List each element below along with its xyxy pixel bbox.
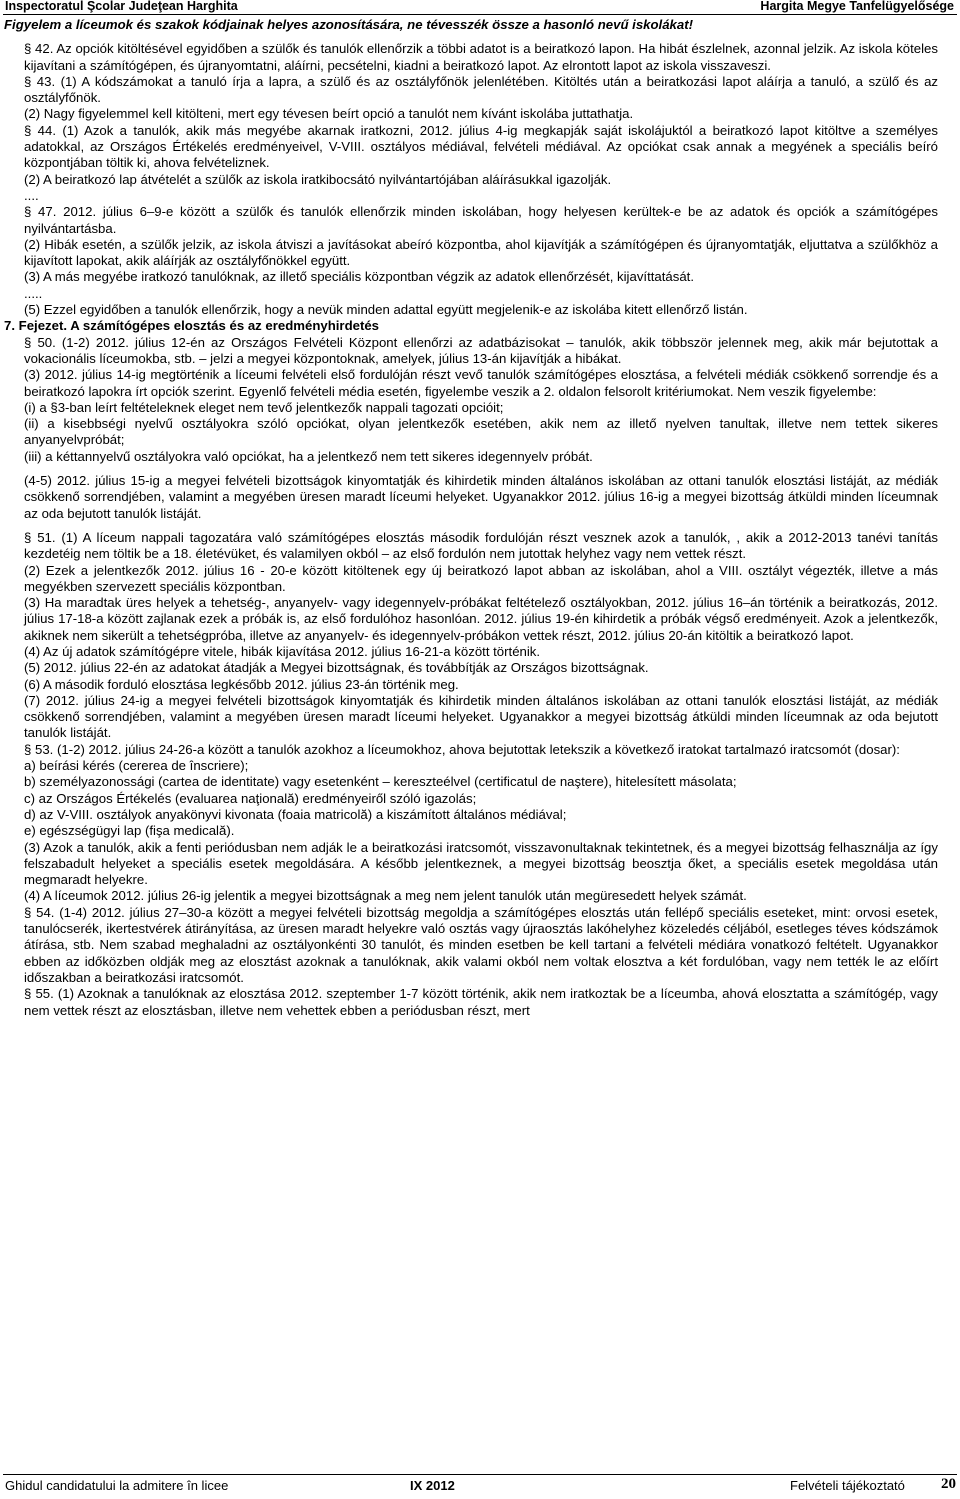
header-right: Hargita Megye Tanfelügyelősége bbox=[760, 0, 954, 13]
header-divider bbox=[3, 14, 957, 15]
footer-divider bbox=[3, 1474, 957, 1475]
list-item: d) az V-VIII. osztályok anyakönyvi kivonata (foaia matricolă) a kiszámított általános médiával; bbox=[24, 806, 567, 822]
paragraph: (3) 2012. július 14-ig megtörténik a líceumi felvételi első fordulóján részt vevő tanulók számítógépes elosztása, a felvételi médiák csökkenő sorrendje és a beiratkozó lapokra írt opciók szerint. Egyenlő felvételi média esetén, figyelembe veszik a 2. oldalon felsorolt kritériumokat. Nem veszik figyelembe: bbox=[24, 367, 938, 399]
paragraph: (3) Azok a tanulók, akik a fenti periódusban nem adják le a beiratkozási iratcsomót, visszavonultaknak tekintetnek, és a megyei bizottság felhasználja az így felszabadult helyeket a speciális esetek megoldására. A később jelentkeznek, a megyei bizottság beosztja őket, a speciális esetek megoldása után megmaradt helyekre. bbox=[24, 839, 938, 888]
paragraph: § 43. (1) A kódszámokat a tanuló írja a lapra, a szülő és az osztályfőnök jelenlétében. Kitöltés után a beiratkozási lapot aláírja a tanuló, a szülő és az osztályfőnök. bbox=[24, 73, 938, 106]
paragraph: (7) 2012. július 24-ig a megyei felvételi bizottságok kinyomtatják és kihirdetik minden általános iskolában az ottani tanulók elosztási listáját, az médiák csökkenő sorrendjében, valamint a megyében üresen maradt líceumi helyeket. Ugyanakkor a megyei bizottság átküldi minden líceumnak az oda bejutott tanulók listáját. bbox=[24, 692, 938, 741]
page-number: 20 bbox=[941, 1476, 956, 1492]
paragraph: (2) A beiratkozó lap átvételét a szülők az iskola iratkibocsátó nyilvántartójában aláírásukkal igazolják. bbox=[24, 171, 612, 187]
footer-right: Felvételi tájékoztató bbox=[790, 1478, 905, 1493]
paragraph: (3) Ha maradtak üres helyek a tehetség-, anyanyelv- vagy idegennyelv-próbákat feltételező osztályokban, 2012. július 16–án történik a beiratkozás, 2012. július 17-18-a között zajlanak ezek a próbák is, az első fordulóhoz hasonlóan. 2012. július 19-én kihirdetik a próbák végső eredményeit. Azok a jelentkezők, akiknek nem sikerült a tehetségpróba, illetve az anyanyelv- és idegennyelv-próbákon vettek részt, 2012. július 20-án kitöltik a beiratkozó lapot. bbox=[24, 595, 938, 643]
paragraph: § 53. (1-2) 2012. július 24-26-a között a tanulók azokhoz a líceumokhoz, ahova bejutottak letekszik a következő iratokat tartalmazó iratcsomót (dosar): bbox=[24, 741, 900, 757]
paragraph: § 50. (1-2) 2012. július 12-én az Országos Felvételi Központ ellenőrzi az adatbázisokat – tanulók, akik többször jelennek meg, akik már bejutottak a vokacionális líceumokba, stb. – jelzi a megyei központoknak, amelyek, július 13-án kijavítják a hibákat. bbox=[24, 334, 938, 366]
paragraph: (5) 2012. július 22-én az adatokat átadják a Megyei bizottságnak, és továbbítják az Országos bizottságnak. bbox=[24, 660, 649, 676]
paragraph: § 51. (1) A líceum nappali tagozatára való számítógépes elosztás második fordulóján részt vesznek azok a tanulók, , akik a 2012-2013 tanévi tanítás kezdetéig nem töltik be a 18. életévüket, és valamilyen okból – az első fordulón nem jutottak helyhez vagy nem vettek részt. bbox=[24, 529, 938, 562]
paragraph: (2) Nagy figyelemmel kell kitölteni, mert egy tévesen beírt opció a tanulót nem kívánt iskolába juttathatja. bbox=[24, 106, 634, 122]
paragraph: § 54. (1-4) 2012. július 27–30-a között a megyei felvételi bizottság megoldja a számítógépes elosztás után fellépő speciális eseteket, mint: orvosi esetek, tanulócserék, ikertestvérek átirányítása, az üresen maradt helyekre való osztás vagy újraosztás lakóhelyhez közeledés céljából, esetleges téves kódszámok átírása, stb. Nem szabad meghaladni az osztályonkénti 30 tanulót, és minden esetben be kell tartani a felvételi médiára vonatkozó feltételt. Ugyanakkor ebben az időközben oldják meg az elosztást azoknak a tanulóknak, akik valami okból nem voltak elosztva a két fordulóban, vagy nem tették le az előírt időszakban a beiratkozási iratcsomót. bbox=[24, 904, 938, 985]
paragraph: (4) Az új adatok számítógépre vitele, hibák kijavítása 2012. július 16-21-a között történik. bbox=[24, 643, 541, 659]
paragraph: § 55. (1) Azoknak a tanulóknak az elosztása 2012. szeptember 1-7 között történik, akik nem iratkoztak be a líceumba, ahová elosztatta a számítógép, vagy nem vettek részt az elosztásban, illetve nem vehettek ebben a periódusban részt, mert bbox=[24, 986, 938, 1018]
paragraph: (4-5) 2012. július 15-ig a megyei felvételi bizottságok kinyomtatják és kihirdetik minden általános iskolában az ottani tanulók elosztási listáját, az médiák csökkenő sorrendjében, valamint a megyében üresen maradt líceumi helyeket. Ugyanakkor 2012. július 16-ig a megyei bizottság átküldi minden líceumnak az oda bejutott tanulók listáját. bbox=[24, 473, 938, 521]
list-item: (i) a §3-ban leírt feltételeknek eleget nem tevő jelentkezők nappali tagozati opcióit; bbox=[24, 399, 504, 415]
paragraph: (3) A más megyébe iratkozó tanulóknak, az illető speciális központban végzik az adatok ellenőrzését, kijavíttatását. bbox=[24, 269, 694, 285]
paragraph: § 42. Az opciók kitöltésével egyidőben a szülők és tanulók ellenőrzik a többi adatot is a beiratkozó lapon. Ha hibát észlelnek, azonnal jelzik. Az iskola köteles kijavítani a számítógépen, és újranyomtatni, aláírni, pecsételni, kiadni a beiratkozó lapot. Az elrontott lapot az iskola visszaveszi. bbox=[24, 41, 938, 73]
paragraph: (4) A líceumok 2012. július 26-ig jelentik a megyei bizottságnak a meg nem jelent tanulók után megüresedett helyek számát. bbox=[24, 888, 747, 904]
paragraph: (2) Hibák esetén, a szülők jelzik, az iskola átviszi a javításokat abeíró központba, ahol kijavítják a számítógépen és újranyomtatják, eljuttatva a szülőkhöz a kijavított lapokat, akik aláírják az osztályfőnökkel együtt. bbox=[24, 236, 938, 269]
paragraph-group bbox=[4, 335, 938, 1019]
ellipsis: .... bbox=[24, 187, 39, 203]
paragraph: § 44. (1) Azok a tanulók, akik más megyébe akarnak iratkozni, 2012. július 4-ig megkapják saját iskolájuktól a beiratkozó lapot kitöltve a személyes adatokkal, az Országos Értékelés eredményeivel, V-VIII. osztályos médiával, felvételi médiával. Az opciókat csak annak a megyének a speciális beíró központjában töltik ki, ahova felvételiznek. bbox=[24, 122, 938, 171]
list-item: e) egészségügyi lap (fişa medicală). bbox=[24, 823, 235, 839]
list-item: (ii) a kisebbségi nyelvű osztályokra szóló opciókat, olyan jelentkezők esetében, akik nem az illető nyelven tanultak, illetve nem tettek sikeres anyanyelvpróbát; bbox=[24, 416, 938, 448]
page-header bbox=[0, 0, 960, 14]
header-left: Inspectoratul Şcolar Judeţean Harghita bbox=[5, 0, 238, 13]
list-item: (iii) a kéttannyelvű osztályokra való opciókat, ha a jelentkező nem tett sikeres idegennyelv próbát. bbox=[24, 448, 593, 464]
list-item: c) az Országos Értékelés (evaluarea naţională) eredményeiről szóló igazolás; bbox=[24, 790, 477, 806]
section-title: 7. Fejezet. A számítógépes elosztás és az eredményhirdetés bbox=[4, 318, 380, 334]
footer-left: Ghidul candidatului la admitere în licee bbox=[5, 1478, 229, 1493]
ellipsis: ..... bbox=[24, 285, 43, 301]
paragraph: § 47. 2012. július 6–9-e között a szülők és tanulók ellenőrzik minden iskolában, hogy helyesen kerültek-e be az adatok és opciók a számítógépes nyilvántartásba. bbox=[24, 204, 938, 236]
list-item: a) beírási kérés (cererea de înscriere); bbox=[24, 758, 249, 774]
document-body bbox=[4, 17, 938, 1019]
list-item: b) személyazonossági (cartea de identitate) vagy esetenként – kereszteélvel (certificatul de naştere), hitelesített másolata; bbox=[24, 774, 737, 790]
warning-text: Figyelem a líceumok és szakok kódjainak helyes azonosítására, ne tévesszék össze a hasonló nevű iskolákat! bbox=[4, 17, 693, 32]
paragraph-group bbox=[4, 41, 938, 318]
footer-center: IX 2012 bbox=[410, 1478, 455, 1493]
paragraph: (2) Ezek a jelentkezők 2012. július 16 - 20-e között kitöltenek egy új beiratkozó lapot abban az iskolában, ahol a VIII. osztályt végezték, illetve a más megyékben szervezett speciális központban. bbox=[24, 562, 938, 594]
paragraph: (6) A második forduló elosztása legkésőbb 2012. július 23-án történik meg. bbox=[24, 676, 459, 692]
paragraph: (5) Ezzel egyidőben a tanulók ellenőrzik, hogy a nevük minden adattal együtt megjelenik-e az iskolába kitett ellenőrző listán. bbox=[24, 302, 748, 318]
